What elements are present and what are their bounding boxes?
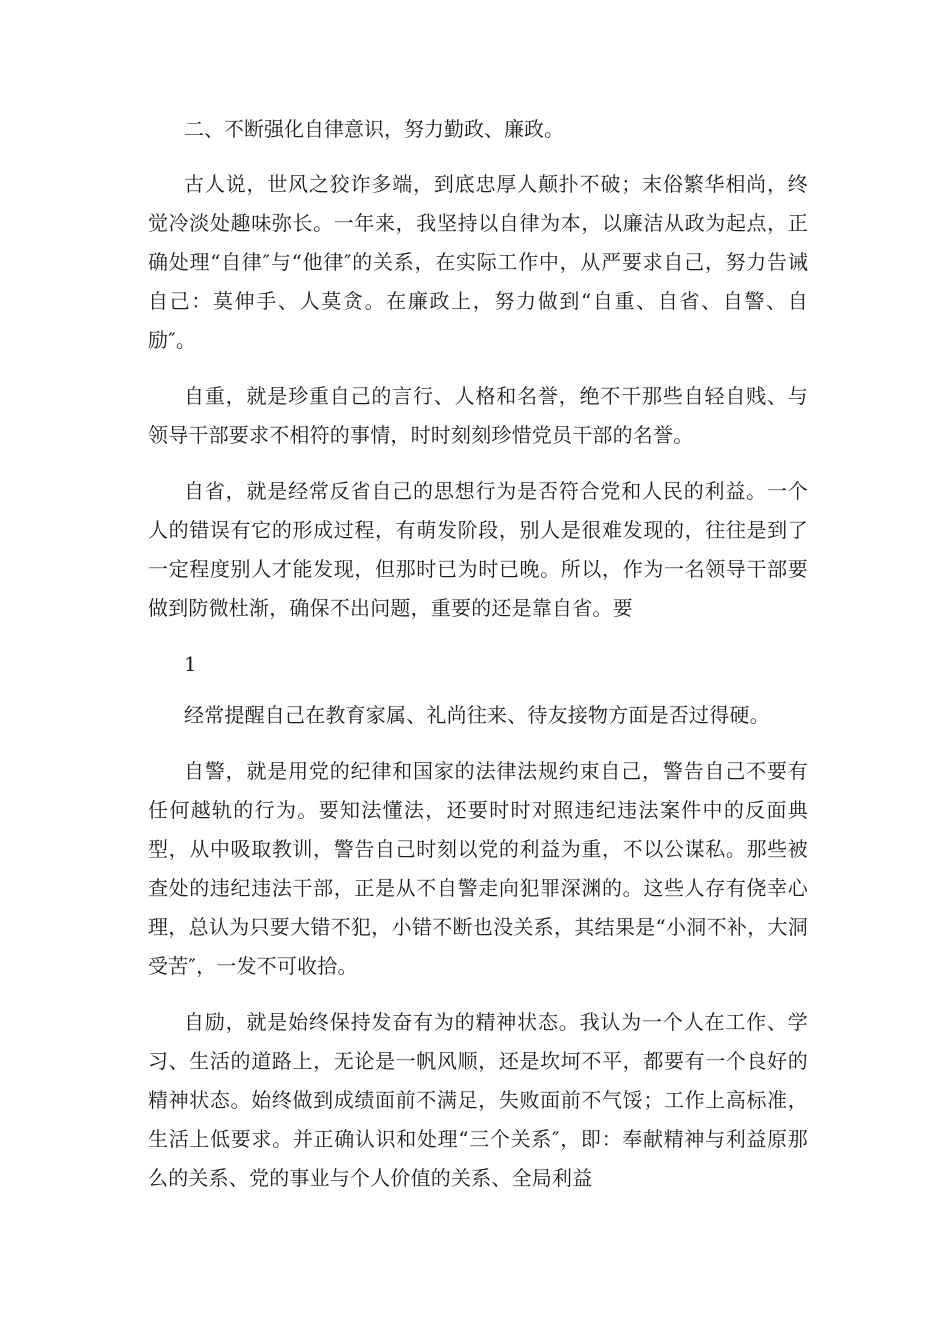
paragraph-self-warning: 自警，就是用党的纪律和国家的法律法规约束自己，警告自己不要有任何越轨的行为。要知法懂法，还要时时对照违纪违法案件中的反面典型，从中吸取教训，警告自己时刻以党的利益为重，不以公谋私。那些被查处的违纪违法干部，正是从不自警走向犯罪深渊的。这些人存有侥幸心理，总认为只要大错不犯，小错不断也没关系，其结果是“小洞不补，大洞受苦″，一发不可收拾。 bbox=[148, 759, 808, 978]
paragraph-self-reflection: 自省，就是经常反省自己的思想行为是否符合党和人民的利益。一个人的错误有它的形成过程，有萌发阶段，别人是很难发现的，往往是到了一定程度别人才能发现，但那时已为时已晚。所以，作为一名领导干部要做到防微杜渐，确保不出问题，重要的还是靠自省。要 bbox=[148, 479, 808, 620]
document-page bbox=[148, 110, 808, 1215]
paragraph-ancient-saying: 古人说，世风之狡诈多端，到底忠厚人颠扑不破；末俗繁华相尚，终觉冷淡处趣味弥长。一年来，我坚持以自律为本，以廉洁从政为起点，正确处理“自律″与“他律″的关系，在实际工作中，从严要求自己，努力告诫自己：莫伸手、人莫贪。在廉政上，努力做到“自重、自省、自警、自励″。 bbox=[148, 172, 808, 352]
section-heading: 二、不断强化自律意识，努力勤政、廉政。 bbox=[184, 117, 564, 141]
page-number: 1 bbox=[184, 652, 197, 676]
paragraph-continuation: 经常提醒自己在教育家属、礼尚往来、待友接物方面是否过得硬。 bbox=[184, 703, 770, 727]
paragraph-self-motivation: 自励，就是始终保持发奋有为的精神状态。我认为一个人在工作、学习、生活的道路上，无论是一帆风顺，还是坎坷不平，都要有一个良好的精神状态。始终做到成绩面前不满足，失败面前不气馁；工作上高标准，生活上低要求。并正确认识和处理“三个关系″，即：奉献精神与利益原那么的关系、党的事业与个人价值的关系、全局利益 bbox=[148, 1010, 808, 1190]
paragraph-self-respect: 自重，就是珍重自己的言行、人格和名誉，绝不干那些自轻自贱、与领导干部要求不相符的事情，时时刻刻珍惜党员干部的名誉。 bbox=[148, 384, 808, 447]
